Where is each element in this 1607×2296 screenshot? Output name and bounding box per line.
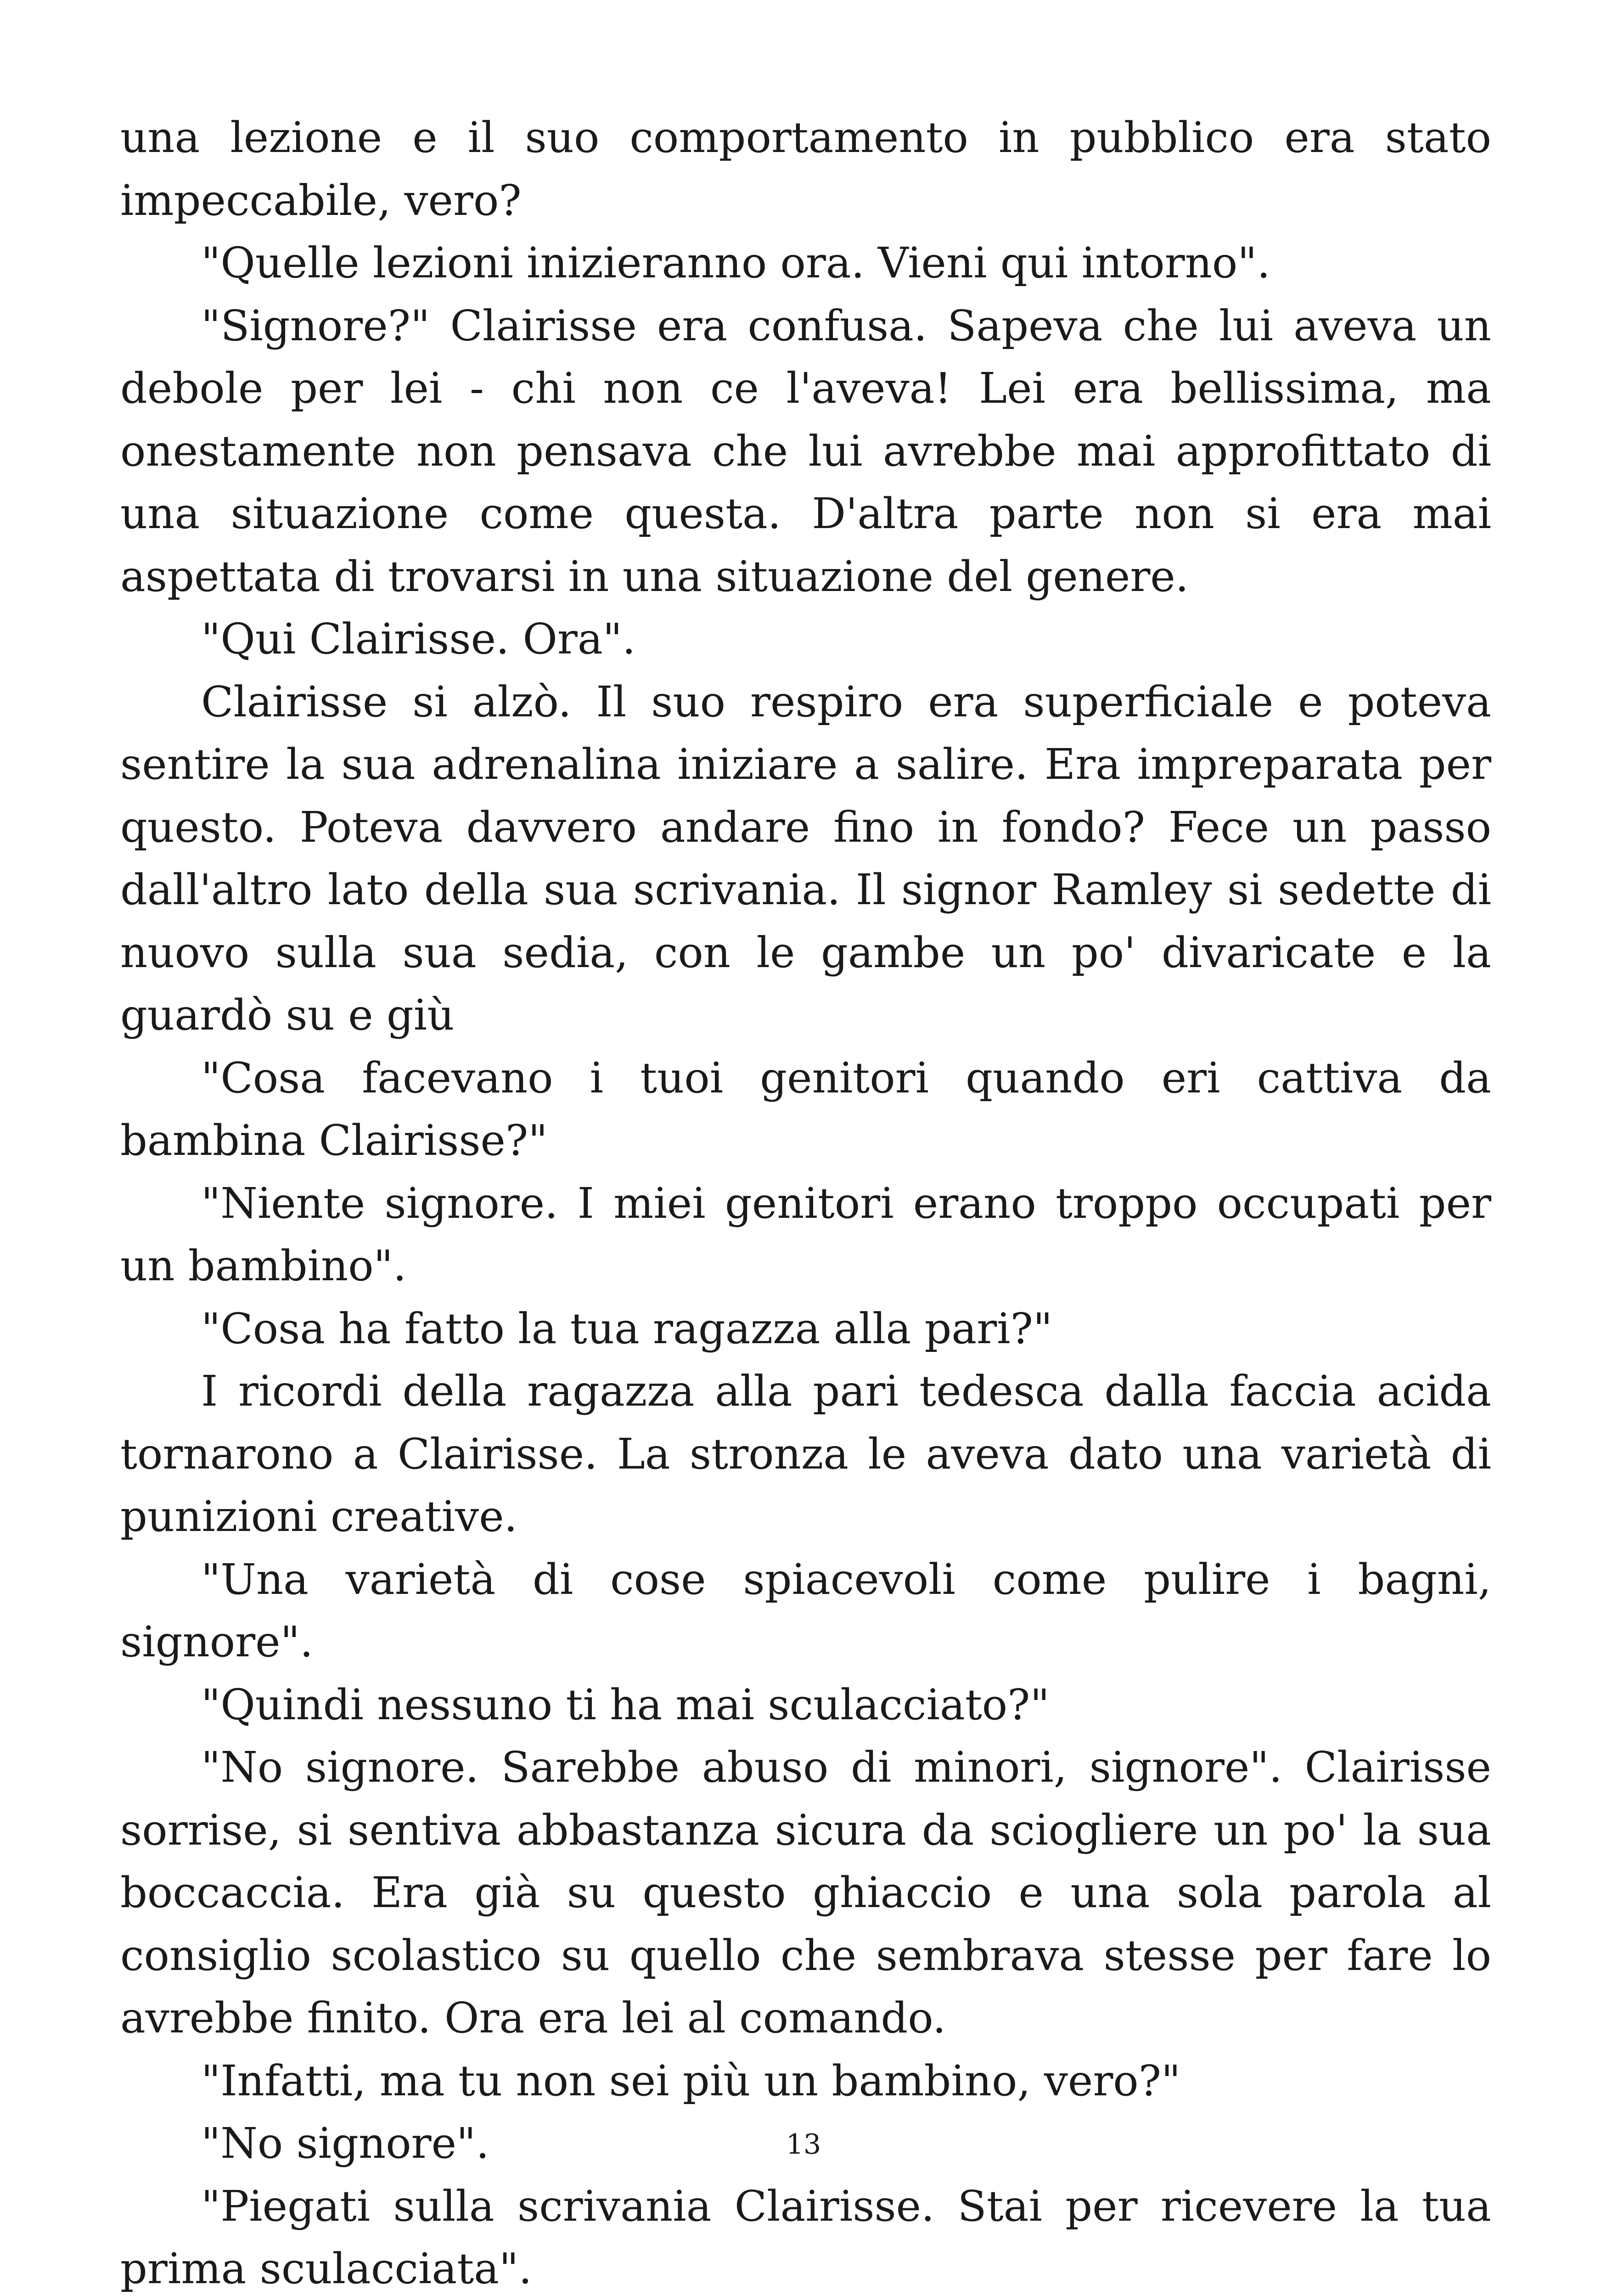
paragraph: "Cosa facevano i tuoi genitori quando eri cattiva da bambina Clairisse?" (120, 1047, 1491, 1172)
paragraph: "Piegati sulla scrivania Clairisse. Stai per ricevere la tua prima sculacciata". (120, 2175, 1491, 2296)
paragraph: Clairisse si alzò. Il suo respiro era superficiale e poteva sentire la sua adrenalina iniziare a salire. Era impreparata per questo. Poteva davvero andare fino in fondo? Fece un passo dall'altro lato della sua scrivania. Il signor Ramley si sedette di nuovo sulla sua sedia, con le gambe un po' divaricate e la guardò su e giù (120, 671, 1491, 1047)
paragraph: "Cosa ha fatto la tua ragazza alla pari?" (120, 1298, 1491, 1361)
paragraph: "No signore". (120, 2112, 1491, 2175)
paragraph: una lezione e il suo comportamento in pubblico era stato impeccabile, vero? (120, 107, 1491, 232)
page-body (120, 107, 1491, 2296)
paragraph: "Qui Clairisse. Ora". (120, 608, 1491, 671)
paragraph: "Infatti, ma tu non sei più un bambino, vero?" (120, 2050, 1491, 2113)
paragraph: I ricordi della ragazza alla pari tedesca dalla faccia acida tornarono a Clairisse. La stronza le aveva dato una varietà di punizioni creative. (120, 1360, 1491, 1548)
paragraph: "Quindi nessuno ti ha mai sculacciato?" (120, 1674, 1491, 1737)
paragraph: "Signore?" Clairisse era confusa. Sapeva che lui aveva un debole per lei - chi non ce l'aveva! Lei era bellissima, ma onestamente non pensava che lui avrebbe mai approfittato di una situazione come questa. D'altra parte non si era mai aspettata di trovarsi in una situazione del genere. (120, 295, 1491, 608)
paragraph: "Niente signore. I miei genitori erano troppo occupati per un bambino". (120, 1172, 1491, 1298)
paragraph: "No signore. Sarebbe abuso di minori, signore". Clairisse sorrise, si sentiva abbastanza sicura da sciogliere un po' la sua boccaccia. Era già su questo ghiaccio e una sola parola al consiglio scolastico su quello che sembrava stesse per fare lo avrebbe finito. Ora era lei al comando. (120, 1736, 1491, 2050)
page-number: 13 (0, 2126, 1607, 2163)
paragraph: "Una varietà di cose spiacevoli come pulire i bagni, signore". (120, 1548, 1491, 1674)
paragraph: "Quelle lezioni inizieranno ora. Vieni qui intorno". (120, 232, 1491, 295)
